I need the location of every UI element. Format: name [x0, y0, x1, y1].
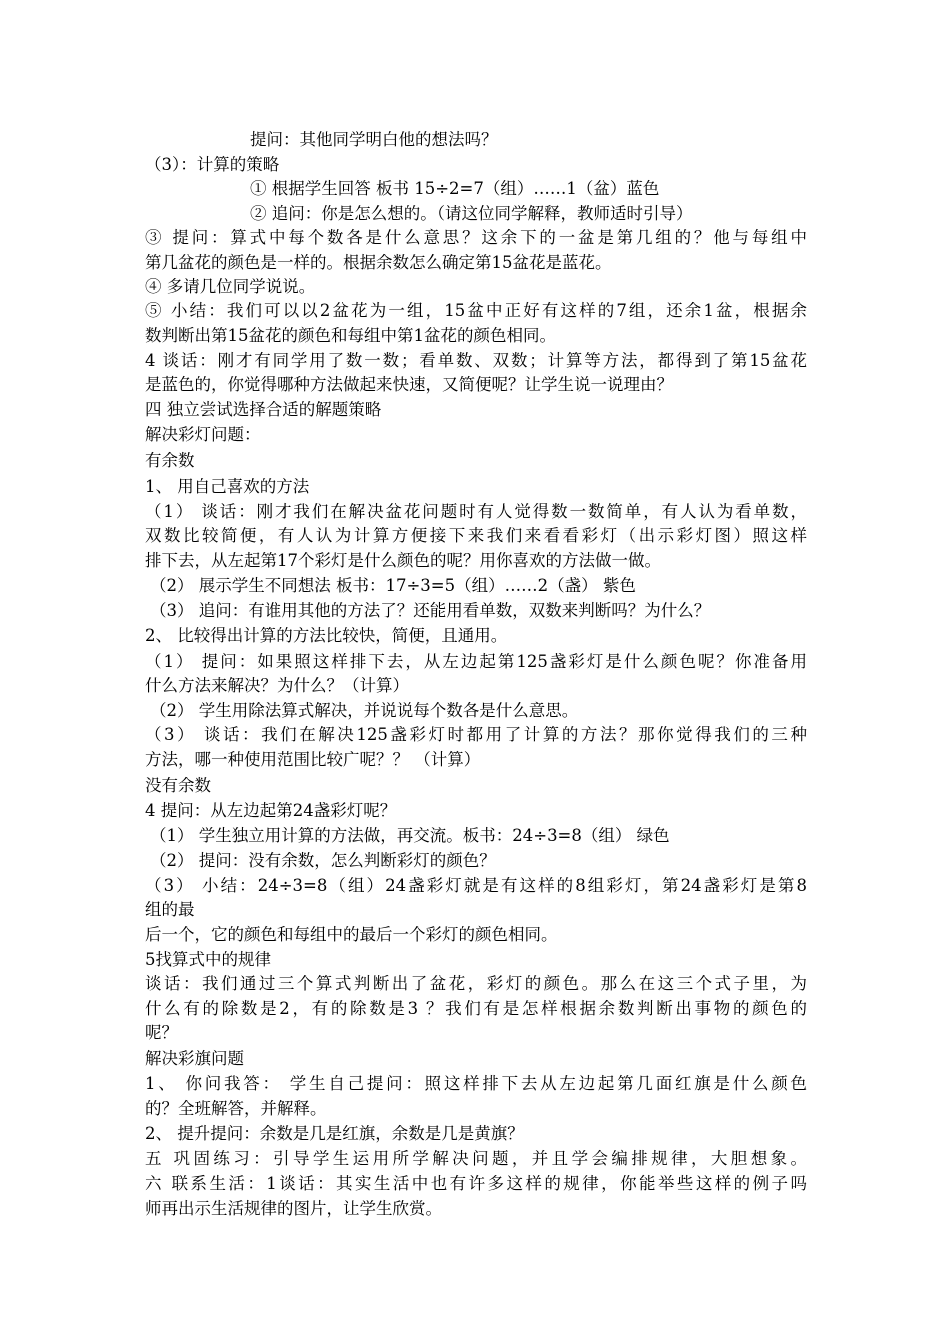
text-line: 什么有的除数是2，有的除数是3 ？我们有是怎样根据余数判断出事物的颜色的 [145, 999, 807, 1018]
text-line: 4 提问：从左边起第24盏彩灯呢？ [145, 801, 397, 820]
text-line: 1、 用自己喜欢的方法 [145, 477, 310, 496]
text-line: 1、 你问我答： 学生自己提问：照这样排下去从左边起第几面红旗是什么颜色 [145, 1074, 807, 1093]
text-line: 谈话：我们通过三个算式判断出了盆花，彩灯的颜色。那么在这三个式子里，为 [145, 974, 807, 993]
text-line: （2） 提问：没有余数，怎么判断彩灯的颜色？ [150, 851, 496, 870]
text-line: 第几盆花的颜色是一样的。根据余数怎么确定第15盆花是蓝花。 [145, 253, 612, 272]
text-line: 2、 比较得出计算的方法比较快，简便，且通用。 [145, 626, 508, 645]
text-line: 解决彩旗问题 [145, 1049, 244, 1068]
text-line: （3）：计算的策略 [145, 155, 280, 174]
text-line: ③ 提问：算式中每个数各是什么意思？这余下的一盆是第几组的？他与每组中 [145, 228, 807, 247]
text-line: 2、 提升提问：余数是几是红旗，余数是几是黄旗？ [145, 1124, 524, 1143]
text-line: 六 联系生活：1谈话：其实生活中也有许多这样的规律，你能举些这样的例子吗 [145, 1174, 807, 1193]
text-line: 是蓝色的，你觉得哪种方法做起来快速，又简便呢？让学生说一说理由？ [145, 375, 673, 394]
text-line: 方法，哪一种使用范围比较广呢？？ （计算） [145, 750, 481, 769]
text-line: 组的最 [145, 900, 195, 919]
text-line: 没有余数 [145, 776, 211, 795]
text-line: 解决彩灯问题： [145, 425, 261, 444]
text-line: ⑤ 小结：我们可以以2盆花为一组，15盆中正好有这样的7组，还余1盆，根据余 [145, 301, 807, 320]
text-line: ① 根据学生回答 板书 15÷2=7（组）……1（盆）蓝色 [250, 179, 660, 198]
text-line: （2） 学生用除法算式解决，并说说每个数各是什么意思。 [150, 701, 579, 720]
text-line: （2） 展示学生不同想法 板书：17÷3=5（组）……2（盏） 紫色 [150, 576, 636, 595]
text-line: 四 独立尝试选择合适的解题策略 [145, 400, 382, 419]
text-line: 什么方法来解决？为什么？（计算） [145, 676, 409, 695]
text-line: 有余数 [145, 451, 195, 470]
text-line: 呢？ [145, 1023, 178, 1042]
text-line: （3） 小结：24÷3=8（组）24盏彩灯就是有这样的8组彩灯，第24盏彩灯是第8 [145, 876, 807, 895]
text-line: 后一个，它的颜色和每组中的最后一个彩灯的颜色相同。 [145, 925, 558, 944]
text-line: 师再出示生活规律的图片，让学生欣赏。 [145, 1199, 442, 1218]
text-line: （1） 学生独立用计算的方法做，再交流。板书：24÷3=8（组） 绿色 [150, 826, 670, 845]
text-line: 提问：其他同学明白他的想法吗？ [250, 130, 498, 149]
text-line: （1） 提问：如果照这样排下去，从左边起第125盏彩灯是什么颜色呢？你准备用 [145, 652, 807, 671]
text-line: （3） 追问：有谁用其他的方法了？还能用看单数，双数来判断吗？为什么？ [150, 601, 711, 620]
text-line: ④ 多请几位同学说说。 [145, 277, 316, 296]
text-line: 4 谈话：刚才有同学用了数一数；看单数、双数；计算等方法，都得到了第15盆花 [145, 351, 807, 370]
text-line: 的？全班解答，并解释。 [145, 1099, 327, 1118]
text-line: 5找算式中的规律 [145, 950, 271, 969]
text-line: 数判断出第15盆花的颜色和每组中第1盆花的颜色相同。 [145, 326, 556, 345]
text-line: ② 追问：你是怎么想的。（请这位同学解释，教师适时引导） [250, 204, 693, 223]
text-line: （1） 谈话：刚才我们在解决盆花问题时有人觉得数一数简单，有人认为看单数， [145, 502, 807, 521]
text-line: 排下去，从左起第17个彩灯是什么颜色的呢？用你喜欢的方法做一做。 [145, 551, 661, 570]
text-line: 双数比较简便，有人认为计算方便接下来我们来看看彩灯（出示彩灯图）照这样 [145, 526, 807, 545]
text-line: 五 巩固练习：引导学生运用所学解决问题，并且学会编排规律，大胆想象。 [145, 1149, 807, 1168]
text-line: （3） 谈话：我们在解决125盏彩灯时都用了计算的方法？那你觉得我们的三种 [145, 725, 807, 744]
